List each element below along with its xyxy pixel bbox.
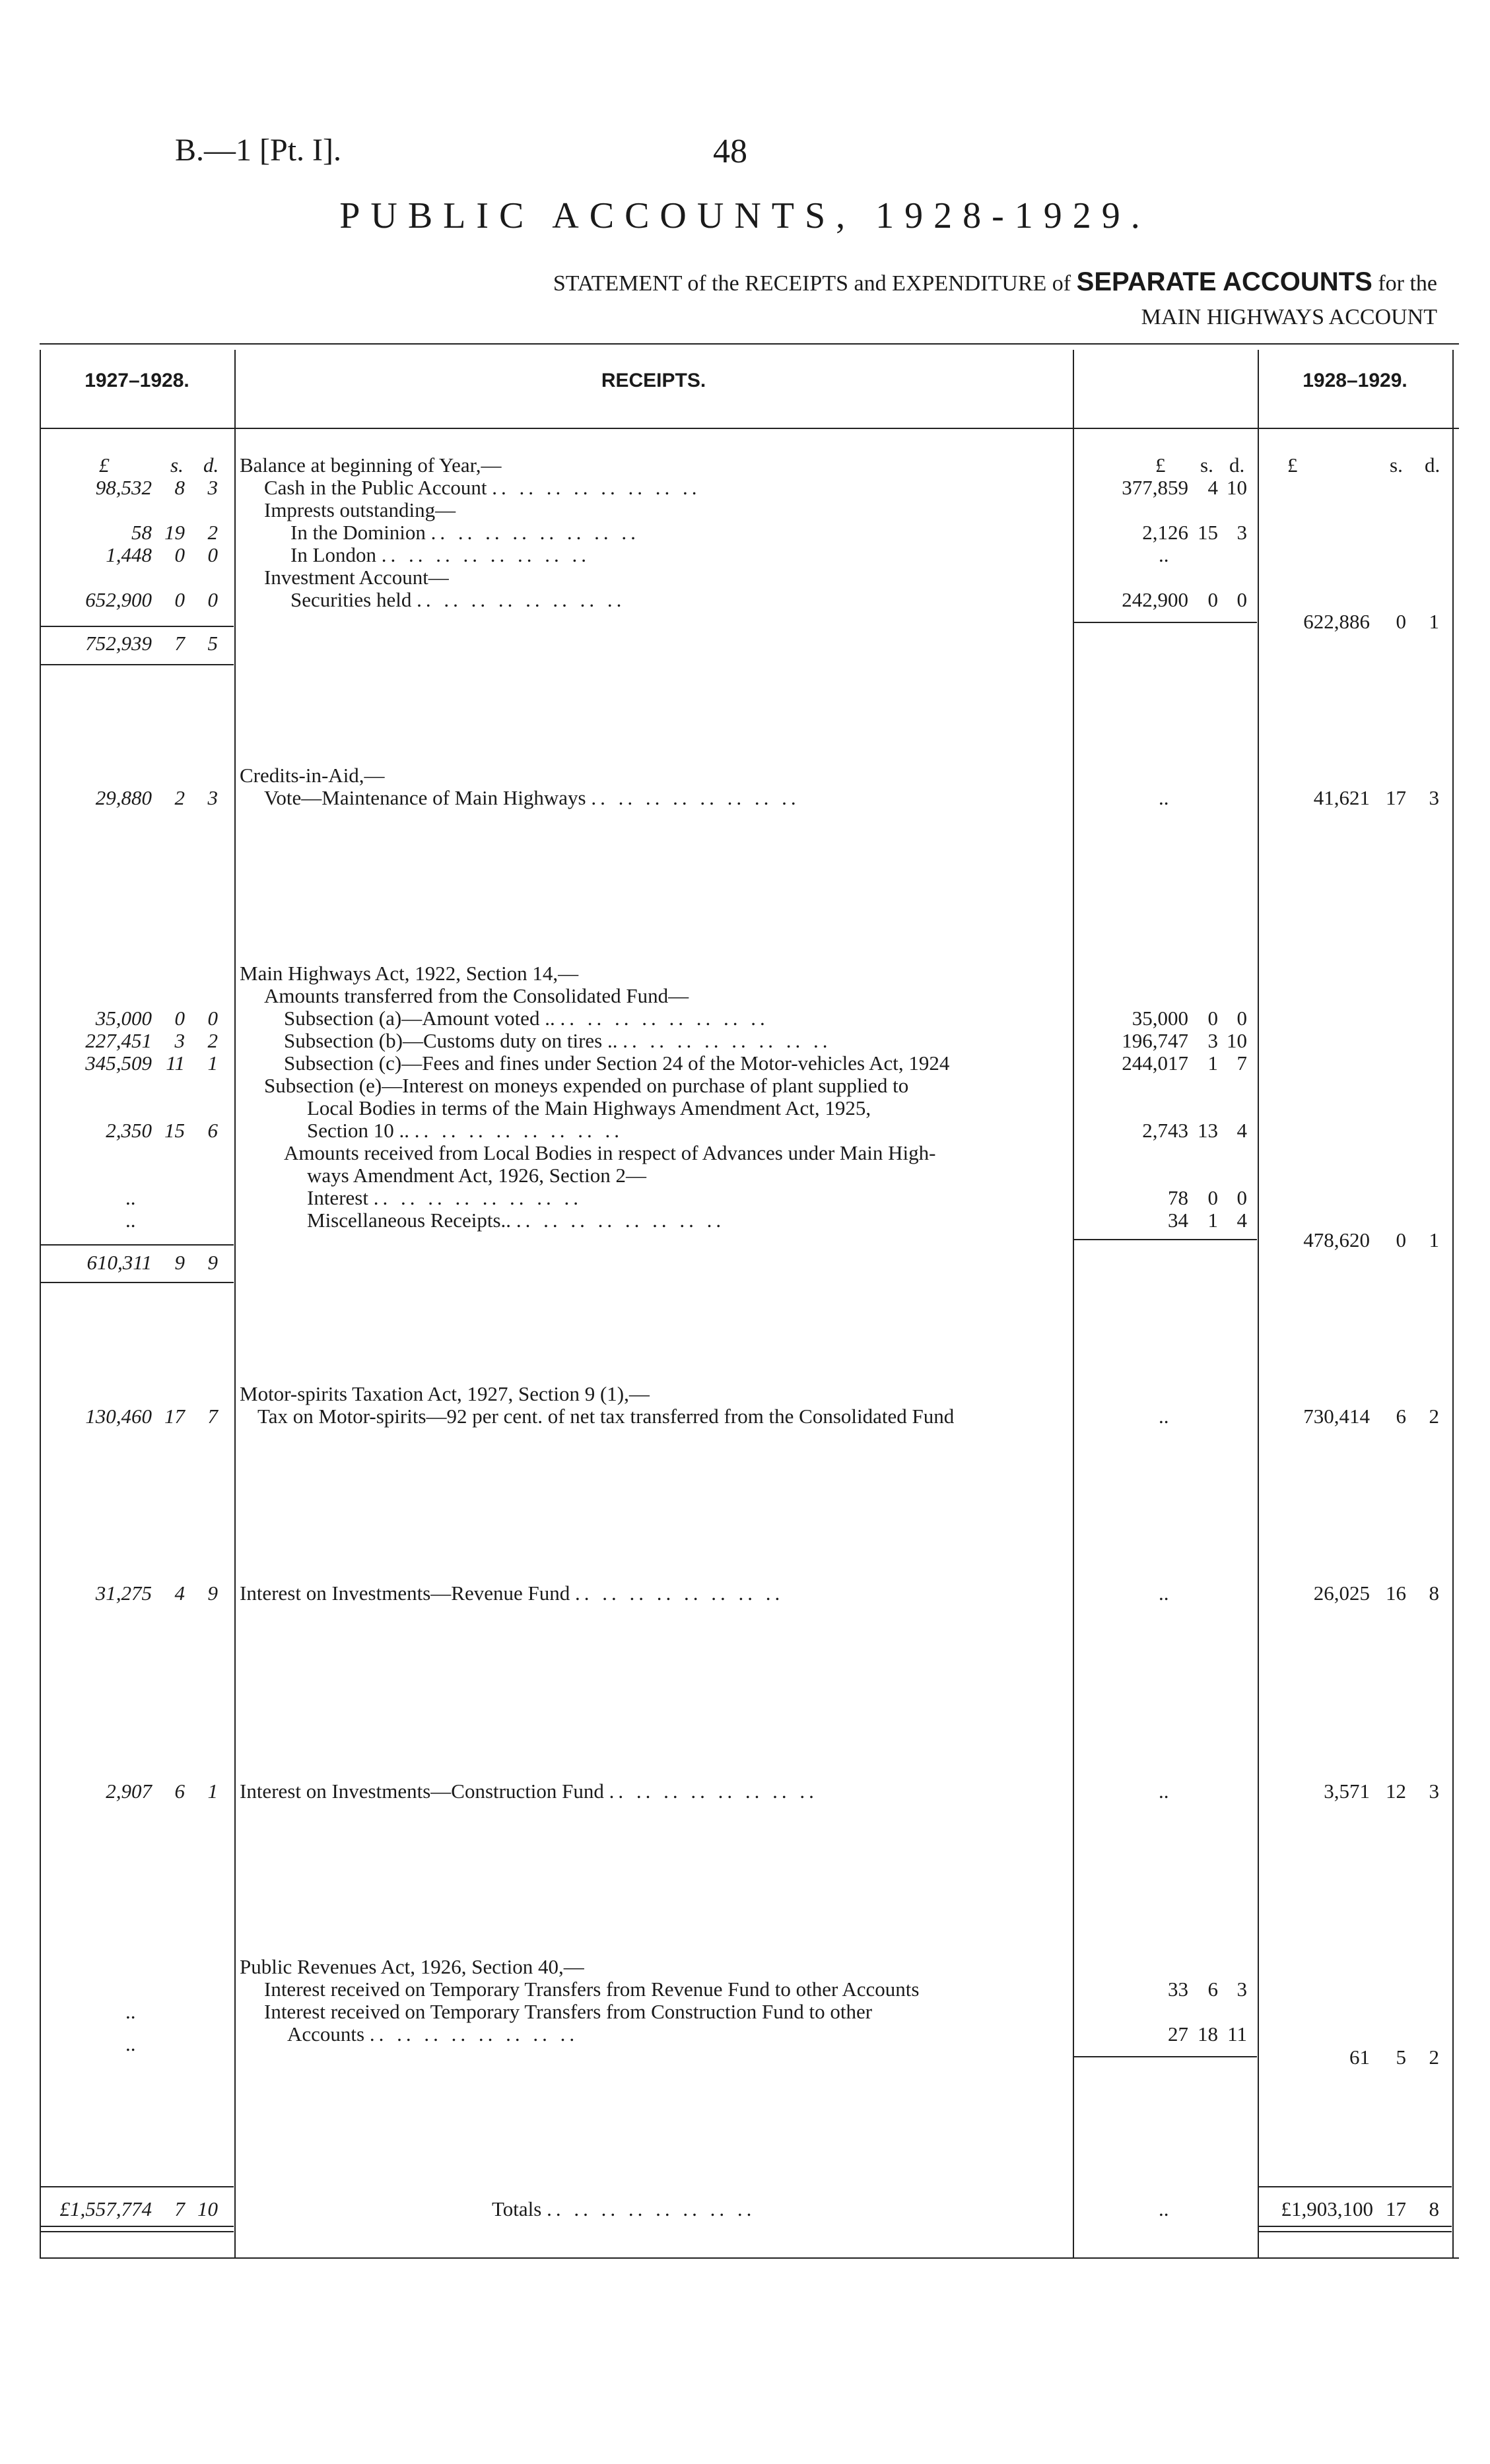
act1922-heading: Main Highways Act, 1922, Section 14,— [240, 962, 579, 985]
mid-misc-pence: 4 [1236, 1209, 1247, 1232]
prev-sub-b-pence: 2 [207, 1029, 218, 1052]
prev-misc-nil: .. [125, 1209, 136, 1232]
prev-pound-head: £ [99, 453, 110, 477]
prev-motor-shillings: 17 [164, 1405, 185, 1428]
mid-con-fund-nil: .. [1159, 1780, 1169, 1803]
act1922-received-2: ways Amendment Act, 1926, Section 2— [307, 1164, 647, 1187]
statement-prefix: STATEMENT of the RECEIPTS and EXPENDITURE of [553, 271, 1071, 296]
statement-line [553, 267, 1437, 297]
curr-totals-pounds: £1,903,100 [1281, 2197, 1373, 2220]
prev-sub-c-shillings: 11 [166, 1051, 185, 1075]
act1922-sub-e-3: Section 10 .. .. .. .. .. .. .. .. .. [307, 1119, 623, 1142]
curr-motor-shillings: 6 [1396, 1405, 1406, 1428]
mid-public-rev-2-pounds: 27 [1168, 2022, 1188, 2046]
curr-totals-rule-bottom [1259, 2226, 1452, 2227]
prev-sub-a-pounds: 35,000 [95, 1007, 152, 1030]
prev-con-fund-pence: 1 [207, 1780, 218, 1803]
mid-dominion-pence: 3 [1236, 521, 1247, 544]
mid-public-rev-2-pence: 11 [1227, 2022, 1247, 2046]
prev-interest-nil: .. [125, 1186, 136, 1209]
prev-totals-rule-bottom-2 [41, 2231, 234, 2232]
totals-label: Totals .. .. .. .. .. .. .. .. [492, 2197, 756, 2220]
mid-public-rev-2-shillings: 18 [1198, 2022, 1218, 2046]
public-rev-line-3: Accounts .. .. .. .. .. .. .. .. [287, 2022, 579, 2046]
account-name: MAIN HIGHWAYS ACCOUNT [1141, 305, 1437, 329]
prev-cash-pence: 3 [207, 476, 218, 499]
public-rev-heading: Public Revenues Act, 1926, Section 40,— [240, 1955, 584, 1978]
prev-totals-pounds: £1,557,774 [59, 2197, 152, 2220]
mid-sub-a-shillings: 0 [1207, 1007, 1218, 1030]
prev-dominion-shillings: 19 [164, 521, 185, 544]
curr-shilling-head: s. [1390, 453, 1403, 477]
mid-balance-rule [1074, 622, 1257, 623]
balance-london-label: In London .. .. .. .. .. .. .. .. [290, 543, 591, 566]
act1922-sub-e-2: Local Bodies in terms of the Main Highways Amendment Act, 1925, [307, 1096, 871, 1119]
act1922-received-1: Amounts received from Local Bodies in respect of Advances under Main High- [284, 1141, 936, 1164]
motor-heading: Motor-spirits Taxation Act, 1927, Section 9 (1),— [240, 1382, 650, 1405]
prev-balance-total-shillings: 7 [174, 632, 185, 655]
prev-sub-e-pounds: 2,350 [106, 1119, 152, 1142]
table-bottom-rule [40, 2257, 1459, 2259]
balance-investment-label: Investment Account— [264, 566, 449, 589]
mid-public-rev-1-shillings: 6 [1207, 1978, 1218, 2001]
balance-heading: Balance at beginning of Year,— [240, 453, 502, 477]
mid-interest-shillings: 0 [1207, 1186, 1218, 1209]
act1922-sub-c: Subsection (c)—Fees and fines under Section 24 of the Motor-vehicles Act, 1924 [284, 1051, 950, 1075]
mid-act1922-rule [1074, 1239, 1257, 1240]
prev-london-shillings: 0 [174, 543, 185, 566]
mid-credits-nil: .. [1159, 786, 1169, 809]
mid-dominion-shillings: 15 [1198, 521, 1218, 544]
curr-act1922-pence: 1 [1429, 1228, 1439, 1251]
col-head-prev-year: 1927–1928. [85, 370, 189, 391]
balance-cash-label: Cash in the Public Account .. .. .. .. .. .. .. .. [264, 476, 701, 499]
motor-tax-label: Tax on Motor-spirits—92 per cent. of net tax transferred from the Consolidated Fund [257, 1405, 955, 1428]
prev-con-fund-shillings: 6 [174, 1780, 185, 1803]
mid-public-rev-1-pence: 3 [1236, 1978, 1247, 2001]
mid-securities-shillings: 0 [1207, 588, 1218, 611]
act1922-sub-b: Subsection (b)—Customs duty on tires .. .. .. .. .. .. .. .. .. [284, 1029, 832, 1052]
mid-pound-head: £ [1155, 453, 1166, 477]
prev-sub-c-pence: 1 [207, 1051, 218, 1075]
curr-public-rev-shillings: 5 [1396, 2046, 1406, 2069]
curr-balance-shillings: 0 [1396, 610, 1406, 633]
prev-london-pounds: 1,448 [106, 543, 152, 566]
act1922-sub-a: Subsection (a)—Amount voted .. .. .. .. .. .. .. .. .. [284, 1007, 769, 1030]
mid-sub-e-pounds: 2,743 [1142, 1119, 1188, 1142]
prev-public-rev-nil-2: .. [125, 2032, 136, 2055]
prev-london-pence: 0 [207, 543, 218, 566]
mid-cash-pence: 10 [1227, 476, 1247, 499]
col-head-receipts: RECEIPTS. [601, 370, 706, 391]
prev-public-rev-nil-1: .. [125, 2000, 136, 2023]
mid-sub-a-pounds: 35,000 [1132, 1007, 1188, 1030]
statement-emphasis: SEPARATE ACCOUNTS [1076, 267, 1372, 296]
prev-sub-b-pounds: 227,451 [85, 1029, 152, 1052]
mid-public-rev-1-pounds: 33 [1168, 1978, 1188, 2001]
mid-misc-pounds: 34 [1168, 1209, 1188, 1232]
mid-interest-pence: 0 [1236, 1186, 1247, 1209]
prev-rev-fund-pence: 9 [207, 1582, 218, 1605]
prev-act1922-rule [41, 1244, 234, 1246]
curr-rev-fund-pounds: 26,025 [1313, 1582, 1370, 1605]
curr-act1922-pounds: 478,620 [1303, 1228, 1370, 1251]
prev-pence-head: d. [203, 453, 219, 477]
balance-dominion-label: In the Dominion .. .. .. .. .. .. .. .. [290, 521, 640, 544]
prev-motor-pounds: 130,460 [85, 1405, 152, 1428]
col-head-curr-year: 1928–1929. [1303, 370, 1407, 391]
con-fund-label: Interest on Investments—Construction Fund .. .. .. .. .. .. .. .. [240, 1780, 818, 1803]
mid-sub-c-shillings: 1 [1207, 1051, 1218, 1075]
table-top-rule [40, 343, 1459, 345]
rev-fund-label: Interest on Investments—Revenue Fund .. .. .. .. .. .. .. .. [240, 1582, 784, 1605]
prev-securities-shillings: 0 [174, 588, 185, 611]
prev-dominion-pence: 2 [207, 521, 218, 544]
prev-con-fund-pounds: 2,907 [106, 1780, 152, 1803]
mid-motor-nil: .. [1159, 1405, 1169, 1428]
curr-totals-rule-top [1259, 2186, 1452, 2187]
prev-act1922-total-shillings: 9 [174, 1251, 185, 1274]
curr-totals-pence: 8 [1429, 2197, 1439, 2220]
prev-credits-shillings: 2 [174, 786, 185, 809]
mid-public-rev-rule [1074, 2056, 1257, 2057]
prev-totals-pence: 10 [197, 2197, 218, 2220]
col-rule-2 [1073, 350, 1074, 2257]
prev-motor-pence: 7 [207, 1405, 218, 1428]
col-rule-1 [234, 350, 236, 2257]
curr-con-fund-shillings: 12 [1386, 1780, 1406, 1803]
credits-heading: Credits-in-Aid,— [240, 764, 385, 787]
mid-sub-b-pence: 10 [1227, 1029, 1247, 1052]
prev-balance-total-pounds: 752,939 [85, 632, 152, 655]
curr-pence-head: d. [1425, 453, 1440, 477]
statement-suffix: for the [1378, 271, 1437, 296]
prev-securities-pounds: 652,900 [85, 588, 152, 611]
curr-con-fund-pounds: 3,571 [1324, 1780, 1370, 1803]
prev-securities-pence: 0 [207, 588, 218, 611]
page-title: PUBLIC ACCOUNTS, 1928-1929. [339, 195, 1151, 236]
mid-sub-c-pounds: 244,017 [1122, 1051, 1188, 1075]
prev-sub-a-pence: 0 [207, 1007, 218, 1030]
col-rule-3 [1258, 350, 1259, 2257]
prev-balance-total-pence: 5 [207, 632, 218, 655]
mid-sub-c-pence: 7 [1236, 1051, 1247, 1075]
prev-cash-shillings: 8 [174, 476, 185, 499]
mid-pence-head: d. [1229, 453, 1245, 477]
prev-sub-b-shillings: 3 [174, 1029, 185, 1052]
mid-sub-b-pounds: 196,747 [1122, 1029, 1188, 1052]
curr-public-rev-pence: 2 [1429, 2046, 1439, 2069]
balance-imprests-label: Imprests outstanding— [264, 498, 456, 521]
act1922-misc: Miscellaneous Receipts.. .. .. .. .. .. .. .. .. [307, 1209, 726, 1232]
mid-securities-pounds: 242,900 [1122, 588, 1188, 611]
prev-sub-e-shillings: 15 [164, 1119, 185, 1142]
mid-totals-nil: .. [1159, 2197, 1169, 2220]
prev-sub-c-pounds: 345,509 [85, 1051, 152, 1075]
curr-rev-fund-shillings: 16 [1386, 1582, 1406, 1605]
prev-sub-a-shillings: 0 [174, 1007, 185, 1030]
mid-rev-fund-nil: .. [1159, 1582, 1169, 1605]
prev-dominion-pounds: 58 [131, 521, 152, 544]
prev-act1922-rule-2 [41, 1282, 234, 1283]
mid-shilling-head: s. [1200, 453, 1213, 477]
mid-securities-pence: 0 [1236, 588, 1247, 611]
act1922-interest: Interest .. .. .. .. .. .. .. .. [307, 1186, 582, 1209]
prev-totals-rule-bottom [41, 2226, 234, 2227]
prev-rev-fund-shillings: 4 [174, 1582, 185, 1605]
prev-act1922-total-pence: 9 [207, 1251, 218, 1274]
prev-credits-pounds: 29,880 [95, 786, 152, 809]
prev-shilling-head: s. [170, 453, 184, 477]
prev-balance-rule [41, 626, 234, 627]
curr-pound-head: £ [1287, 453, 1298, 477]
mid-cash-pounds: 377,859 [1122, 476, 1188, 499]
header-bottom-rule [40, 428, 1459, 429]
document-reference: B.—1 [Pt. I]. [175, 133, 341, 168]
prev-act1922-total-pounds: 610,311 [86, 1251, 152, 1274]
mid-cash-shillings: 4 [1207, 476, 1218, 499]
mid-london-nil: .. [1159, 543, 1169, 566]
mid-sub-e-shillings: 13 [1198, 1119, 1218, 1142]
curr-motor-pence: 2 [1429, 1405, 1439, 1428]
prev-balance-rule-2 [41, 664, 234, 665]
prev-credits-pence: 3 [207, 786, 218, 809]
balance-securities-label: Securities held .. .. .. .. .. .. .. .. [290, 588, 626, 611]
curr-con-fund-pence: 3 [1429, 1780, 1439, 1803]
curr-totals-shillings: 17 [1386, 2197, 1406, 2220]
mid-sub-e-pence: 4 [1236, 1119, 1247, 1142]
curr-balance-pence: 1 [1429, 610, 1439, 633]
mid-sub-b-shillings: 3 [1207, 1029, 1218, 1052]
prev-sub-e-pence: 6 [207, 1119, 218, 1142]
page-number: 48 [713, 133, 747, 170]
curr-motor-pounds: 730,414 [1303, 1405, 1370, 1428]
mid-sub-a-pence: 0 [1236, 1007, 1247, 1030]
table-left-rule [40, 350, 41, 2257]
prev-rev-fund-pounds: 31,275 [95, 1582, 152, 1605]
act1922-sub-e-1: Subsection (e)—Interest on moneys expended on purchase of plant supplied to [264, 1074, 909, 1097]
mid-misc-shillings: 1 [1207, 1209, 1218, 1232]
act1922-transferred: Amounts transferred from the Consolidated Fund— [264, 984, 689, 1007]
curr-act1922-shillings: 0 [1396, 1228, 1406, 1251]
curr-credits-shillings: 17 [1386, 786, 1406, 809]
public-rev-line-1: Interest received on Temporary Transfers from Revenue Fund to other Accounts [264, 1978, 920, 2001]
curr-public-rev-pounds: 61 [1349, 2046, 1370, 2069]
prev-cash-pounds: 98,532 [95, 476, 152, 499]
mid-dominion-pounds: 2,126 [1142, 521, 1188, 544]
curr-totals-rule-bottom-2 [1259, 2231, 1452, 2232]
table-right-rule [1452, 350, 1454, 2257]
prev-totals-rule-top [41, 2186, 234, 2187]
curr-credits-pence: 3 [1429, 786, 1439, 809]
credits-vote-label: Vote—Maintenance of Main Highways .. .. .. .. .. .. .. .. [264, 786, 800, 809]
prev-totals-shillings: 7 [174, 2197, 185, 2220]
public-rev-line-2: Interest received on Temporary Transfers from Construction Fund to other [264, 2000, 873, 2023]
curr-credits-pounds: 41,621 [1313, 786, 1370, 809]
curr-balance-pounds: 622,886 [1303, 610, 1370, 633]
curr-rev-fund-pence: 8 [1429, 1582, 1439, 1605]
mid-interest-pounds: 78 [1168, 1186, 1188, 1209]
